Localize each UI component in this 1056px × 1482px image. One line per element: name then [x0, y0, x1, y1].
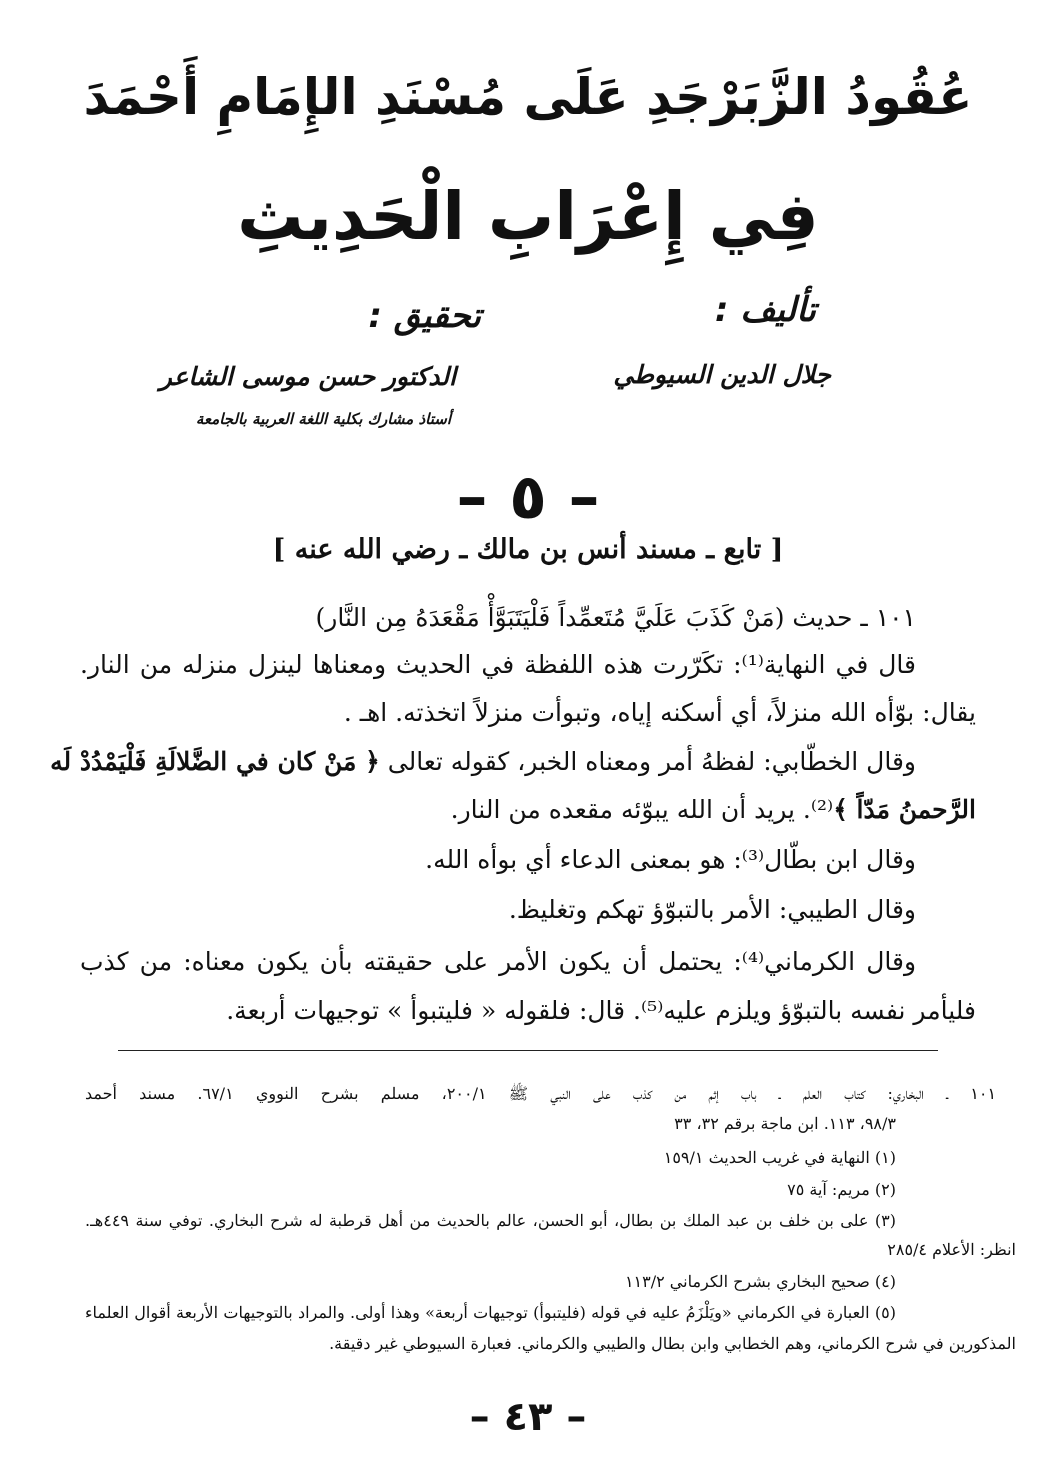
book-title-line1: عُقُودُ الزَّبَرْجَدِ عَلَى مُسْنَدِ الإِمَامِ أَحْمَدَ: [83, 68, 973, 126]
footnote-101-line2: ٩٨/٣، ١١٣. ابن ماجة برقم ٣٢، ٣٣: [674, 1114, 896, 1133]
editor-title: أستاذ مشارك بكلية اللغة العربية بالجامعة: [195, 410, 451, 428]
paragraph-nihaya-line1: قال في النهاية⁽¹⁾: تكَرّرت هذه اللفظة في الحديث ومعناها لينزل منزله من النار.: [80, 650, 916, 679]
footnote-5-line2: المذكورين في شرح الكرماني، وهم الخطابي وابن بطال والطيبي والكرماني. فعبارة السيوطي غير دقيقة.: [329, 1334, 1016, 1353]
footnote-3-line2: انظر: الأعلام ٢٨٥/٤: [887, 1240, 1016, 1259]
quran-verse-part1: ﴿ مَنْ كان في الضَّلالَةِ فَلْيَمْدُدْ لَه: [50, 747, 380, 776]
khattabi-text: وقال الخطّابي: لفظهُ أمر ومعناه الخبر، كقوله تعالى: [379, 747, 916, 776]
author-name: جلال الدين السيوطي: [613, 360, 831, 389]
editor-label: تحقيق :: [368, 296, 481, 336]
hadith-heading: ١٠١ ـ حديث (مَنْ كَذَبَ عَلَيَّ مُتَعمِّداً فَلْيَتَبَوَّأْ مَقْعَدَهُ مِن النَّار): [315, 603, 916, 632]
footnote-5-line1: (٥) العبارة في الكرماني «ويَلْزَمُ عليه في قوله (فليتبوأ) توجيهات أربعة» وهذا أولى. والمراد بالتوجيهات الأربعة أقوال العلماء: [85, 1303, 896, 1322]
paragraph-tibi: وقال الطيبي: الأمر بالتبوّؤ تهكم وتغليظ.: [508, 895, 916, 924]
paragraph-khattabi-line2: [80, 795, 976, 824]
section-heading: [ تابع ـ مسند أنس بن مالك ـ رضي الله عنه ]: [272, 534, 784, 565]
footnote-divider: [118, 1050, 938, 1051]
page-number: – ٤٣ –: [469, 1394, 587, 1440]
footnote-4: (٤) صحيح البخاري بشرح الكرماني ١١٣/٢: [624, 1272, 896, 1291]
paragraph-kirmani-line2: فليأمر نفسه بالتبوّؤ ويلزم عليه⁽⁵⁾. قال: فلقوله « فليتبوأ » توجيهات أربعة.: [226, 996, 976, 1025]
footnote-1: (١) النهاية في غريب الحديث ١٥٩/١: [663, 1148, 896, 1167]
footnote-3-line1: (٣) على بن خلف بن عبد الملك بن بطال، أبو الحسن، عالم بالحديث من أهل قرطبة له شرح البخاري. توفي سنة ٤٤٩هـ.: [85, 1211, 897, 1230]
part-number: – ٥ –: [456, 460, 600, 533]
editor-name: الدكتور حسن موسى الشاعر: [159, 362, 456, 391]
quran-verse-part2: الرَّحمنُ مَدّاً ﴾: [833, 795, 976, 824]
book-title-line2: فِي إِعْرَابِ الْحَدِيثِ: [237, 178, 819, 255]
khattabi-text-end: ⁽²⁾. يريد أن الله يبوّئه مقعده من النار.: [450, 795, 834, 824]
paragraph-nihaya-line2: يقال: بوّأه الله منزلاً، أي أسكنه إياه، وتبوأت منزلاً اتخذته. اهـ .: [343, 698, 976, 727]
paragraph-kirmani-line1: وقال الكرماني⁽⁴⁾: يحتمل أن يكون الأمر على حقيقته بأن يكون معناه: من كذب: [80, 947, 917, 976]
footnote-101-line1: ١٠١ ـ البخاري: كتاب العلم ـ باب إثم من كذب على النبي ﷺ ٢٠٠/١، مسلم بشرح النووي ٦٧/١. مسند أحمد: [85, 1084, 997, 1103]
paragraph-khattabi-line1: [50, 747, 976, 776]
footnote-2: (٢) مريم: آية ٧٥: [787, 1180, 896, 1199]
author-label: تأليف :: [714, 290, 816, 330]
paragraph-ibn-battal: وقال ابن بطّال⁽³⁾: هو بمعنى الدعاء أي بوأه الله.: [425, 845, 916, 874]
